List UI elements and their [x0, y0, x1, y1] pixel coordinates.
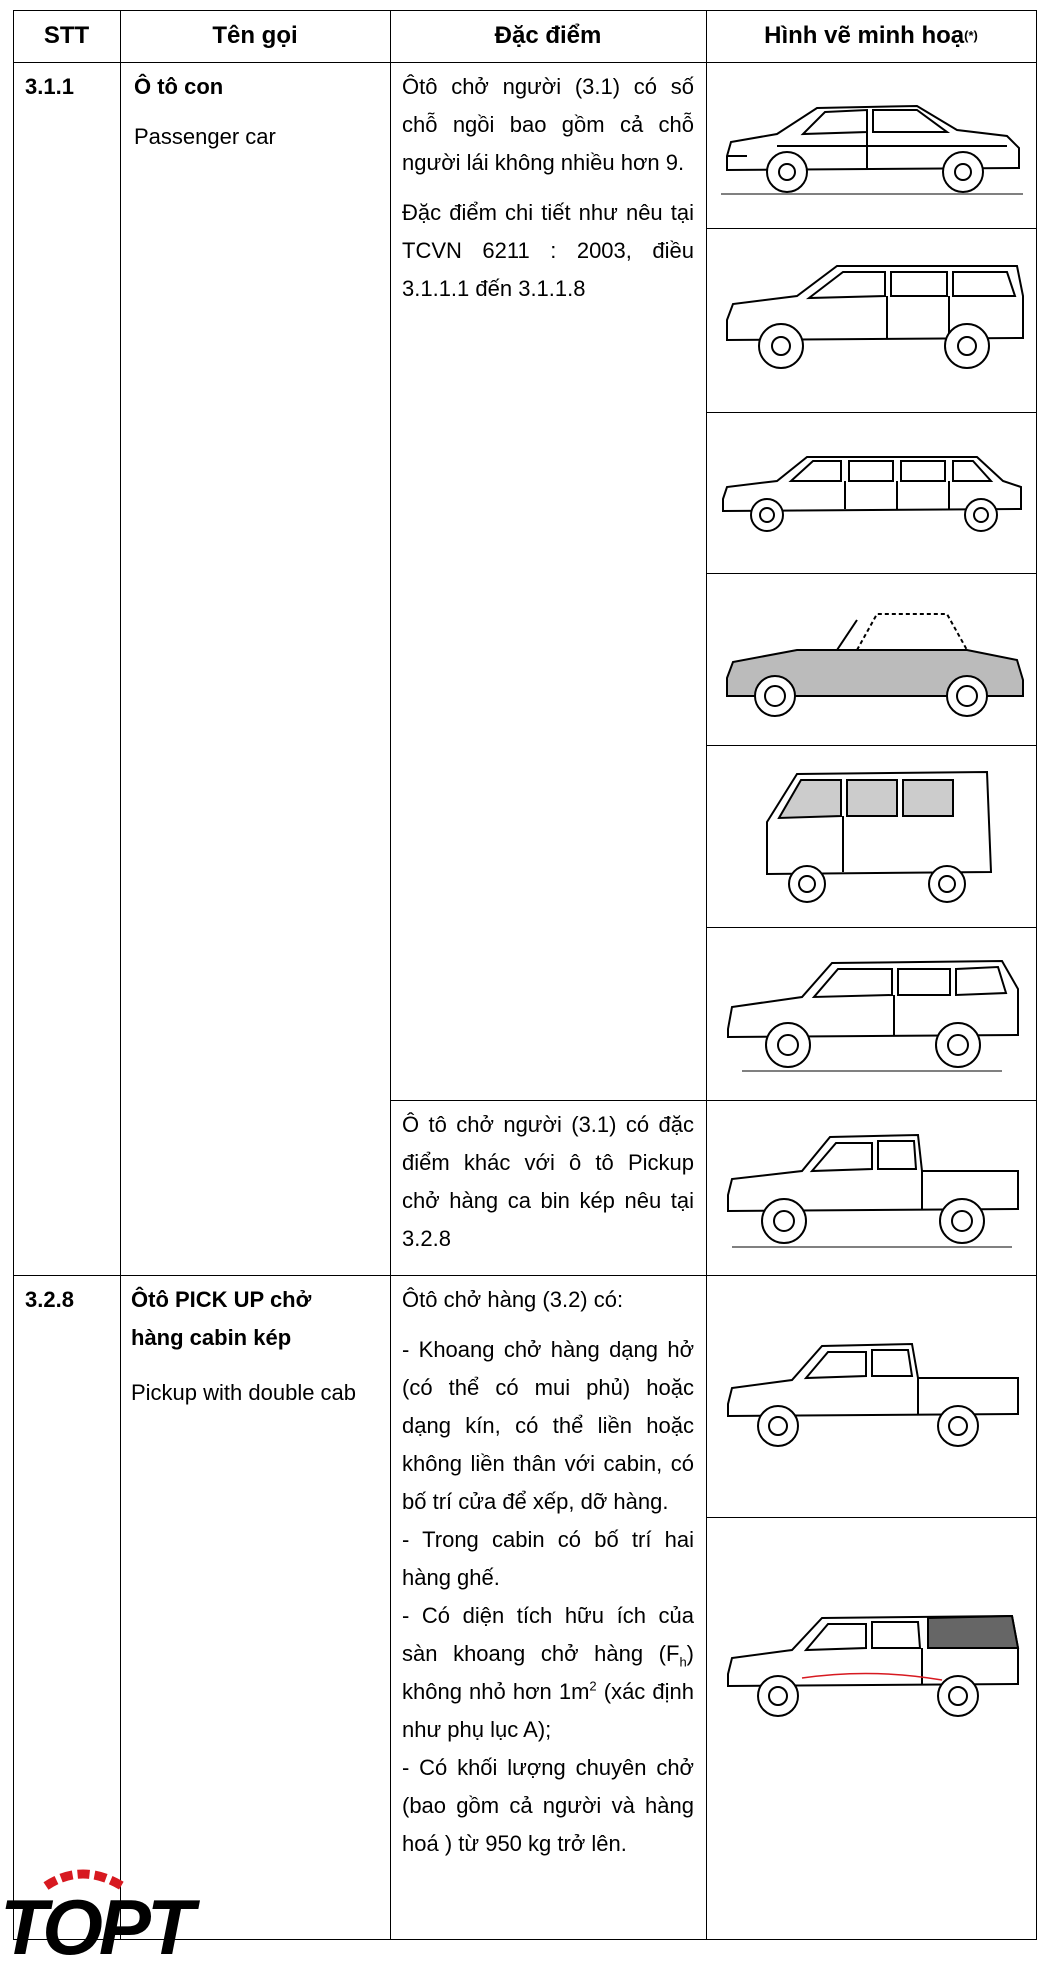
minivan-car-icon [707, 746, 1036, 927]
header-illustration-label: Hình vẽ minh hoạ [764, 22, 965, 49]
pickup-truck-icon [707, 1101, 1036, 1275]
header-name-label: Tên gọi [212, 22, 298, 49]
row2-feature-3: - Trong cabin có bố trí hai hàng ghế. [402, 1527, 694, 1590]
row2-name: Ôtô PICK UP chở hàng cabin kép [131, 1287, 312, 1350]
station-wagon-car-icon [707, 229, 1036, 412]
table-right-border [1036, 10, 1037, 1940]
row2-feature-4-sub: h [679, 1654, 687, 1670]
row1-feature-b: Ô tô chở người (3.1) có đặc điểm khác với ô tô Pickup chở hàng ca bin kép nêu tại 3.2.8 [402, 1112, 694, 1251]
row1-name-en: Passenger car [134, 124, 276, 149]
svg-text:TOPT: TOPT [0, 1883, 191, 1956]
header-stt [13, 10, 120, 62]
sedan-car-icon [707, 63, 1036, 228]
header-illustration: Hình vẽ minh hoạ (*) [764, 22, 978, 49]
feature-subrow-separator [390, 1100, 707, 1101]
col-divider-1 [120, 10, 121, 1940]
topt-logo-icon [0, 1856, 240, 1956]
row2-feature-5: - Có khối lượng chuyên chở (bao gồm cả người và hàng hoá ) từ 950 kg trở lên. [402, 1755, 694, 1856]
suv-car-icon [707, 928, 1036, 1100]
limousine-car-icon [707, 413, 1036, 573]
row2-name-en: Pickup with double cab [131, 1380, 357, 1405]
row2-feature-2: - Khoang chở hàng dạng hở (có thể có mui phủ) hoặc dạng kín, có thể liền hoặc không liền thân với cabin, có bố trí cửa để xếp, dỡ hàng. [402, 1337, 694, 1514]
row2-feature-4-mid: ) không nhỏ hơn 1m [402, 1641, 694, 1704]
row2-feature-4-sup: 2 [589, 1678, 597, 1694]
row1-stt: 3.1.1 [25, 74, 74, 99]
row2-feature-4-post: (xác định như phụ lục A); [402, 1679, 694, 1742]
row2-feature-1: Ôtô chở hàng (3.2) có: [402, 1287, 624, 1312]
row1-feature-a2: Đặc điểm chi tiết như nêu tại TCVN 6211 : 2003, điều 3.1.1.1 đến 3.1.1.8 [402, 200, 694, 301]
header-name [120, 10, 390, 62]
pickup-canopy-icon [707, 1518, 1036, 1939]
row2-feature-block [402, 1281, 694, 1863]
col-divider-2 [390, 10, 391, 1940]
header-feature [390, 10, 706, 62]
row2-stt: 3.2.8 [25, 1287, 74, 1312]
header-feature-label: Đặc điểm [494, 22, 602, 49]
convertible-car-icon [707, 574, 1036, 745]
row1-name: Ô tô con [134, 74, 224, 99]
header-stt-label: STT [43, 22, 90, 49]
row2-feature-4-pre: - Có diện tích hữu ích của sàn khoang chở hàng (F [402, 1603, 694, 1666]
pickup-double-cab-icon [707, 1276, 1036, 1517]
row2-feature-4 [402, 1597, 694, 1749]
table-left-border [13, 10, 14, 1940]
row1-feature-a1: Ôtô chở người (3.1) có số chỗ ngồi bao gồm cả chỗ người lái không nhiều hơn 9. [402, 74, 694, 175]
